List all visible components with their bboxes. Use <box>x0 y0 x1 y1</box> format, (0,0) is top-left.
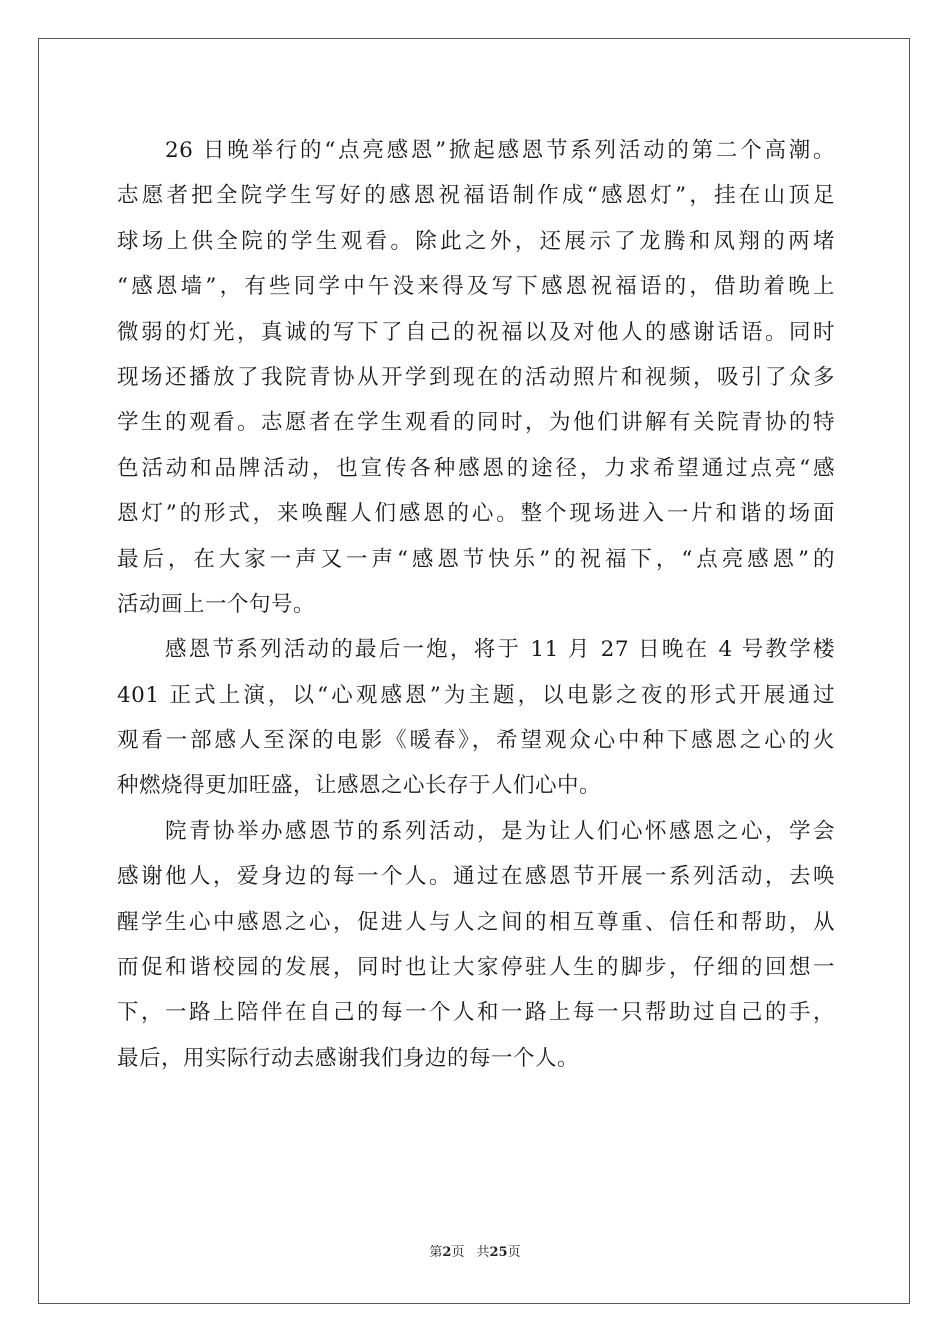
text-line: 醒学生心中感恩之心，促进人与人之间的相互尊重、信任和帮助，从 <box>117 909 835 935</box>
text-line: 最后，用实际行动去感谢我们身边的每一个人。 <box>117 1045 580 1071</box>
text-line: “感恩墙”，有些同学中午没来得及写下感恩祝福语的，借助着晚上 <box>117 274 835 300</box>
page-suffix: 页 <box>451 1245 465 1260</box>
text-line: 下，一路上陪伴在自己的每一个人和一路上每一只帮助过自己的手， <box>117 1000 835 1026</box>
text-line: 现场还播放了我院青协从开学到现在的活动照片和视频，吸引了众多 <box>117 364 835 390</box>
text-line: 球场上供全院的学生观看。除此之外，还展示了龙腾和凤翔的两堵 <box>117 228 835 254</box>
text-line: 而促和谐校园的发展，同时也让大家停驻人生的脚步，仔细的回想一 <box>117 955 835 981</box>
text-line: 种燃烧得更加旺盛，让感恩之心长存于人们心中。 <box>117 773 602 799</box>
text-line: 恩灯”的形式，来唤醒人们感恩的心。整个现场进入一片和谐的场面 <box>117 501 835 527</box>
document-body <box>117 128 835 1081</box>
text-line: 最后，在大家一声又一声“感恩节快乐”的祝福下，“点亮感恩”的 <box>117 546 835 572</box>
text-line: 志愿者把全院学生写好的感恩祝福语制作成“感恩灯”，挂在山顶足 <box>117 183 835 209</box>
text-line: 观看一部感人至深的电影《暖春》，希望观众心中种下感恩之心的火 <box>117 728 835 754</box>
text-line: 学生的观看。志愿者在学生观看的同时，为他们讲解有关院青协的特 <box>117 410 835 436</box>
text-line: 401 正式上演，以“心观感恩”为主题，以电影之夜的形式开展通过 <box>117 682 835 708</box>
total-pages: 25 <box>489 1245 508 1260</box>
text-line: 微弱的灯光，真诚的写下了自己的祝福以及对他人的感谢话语。同时 <box>117 319 835 345</box>
total-prefix: 共 <box>476 1245 490 1260</box>
page-prefix: 第 <box>429 1245 443 1260</box>
text-line: 院青协举办感恩节的系列活动，是为让人们心怀感恩之心，学会 <box>165 818 835 844</box>
page-footer <box>0 1241 950 1260</box>
text-line: 色活动和品牌活动，也宣传各种感恩的途径，力求希望通过点亮“感 <box>117 455 835 481</box>
text-line: 感恩节系列活动的最后一炮，将于 11 月 27 日晚在 4 号教学楼 <box>165 637 835 663</box>
page-number: 2 <box>442 1245 452 1260</box>
text-line: 感谢他人，爱身边的每一个人。通过在感恩节开展一系列活动，去唤 <box>117 864 835 890</box>
total-suffix: 页 <box>507 1245 521 1260</box>
text-line: 活动画上一个句号。 <box>117 591 316 617</box>
text-line: 26 日晚举行的“点亮感恩”掀起感恩节系列活动的第二个高潮。 <box>165 138 835 163</box>
